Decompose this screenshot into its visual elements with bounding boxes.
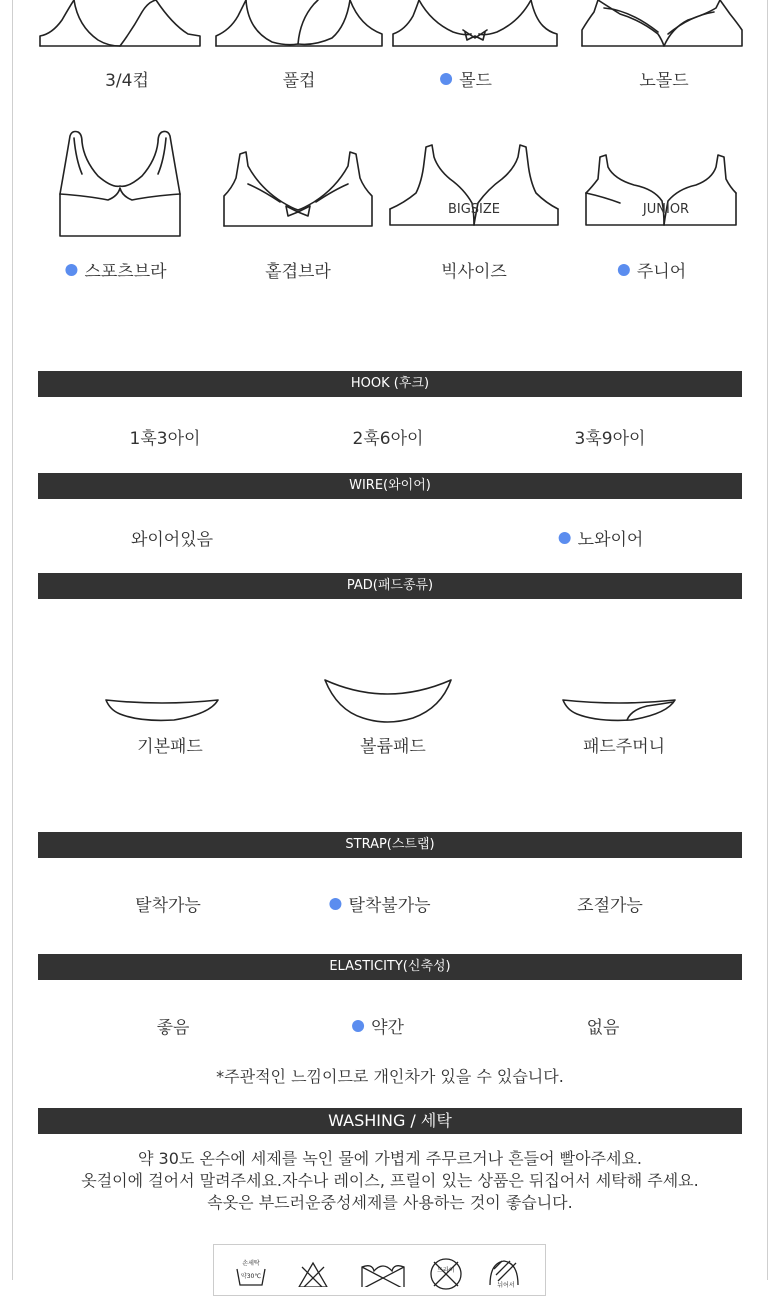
elasticity-section-header: ELASTICITY(신축성) bbox=[38, 954, 742, 980]
strap-option-non-detachable: 탈착불가능 bbox=[329, 891, 430, 916]
single-layer-bra-icon bbox=[222, 150, 374, 230]
wire-option-with-wire: 와이어있음 bbox=[130, 530, 214, 550]
cup-label-no-mold: 노몰드 bbox=[639, 71, 689, 91]
three-quarter-cup-bra-icon bbox=[38, 0, 202, 50]
care-symbols-box bbox=[213, 1244, 546, 1296]
no-mold-bra-icon bbox=[580, 0, 744, 50]
svg-text:BIGSIZE: BIGSIZE bbox=[447, 202, 501, 217]
strap-section-header: STRAP(스트랩) bbox=[38, 832, 742, 858]
selected-dot-icon bbox=[352, 1020, 364, 1032]
wire-option-no-wire: 노와이어 bbox=[559, 525, 644, 550]
pad-pocket-icon bbox=[561, 698, 677, 724]
sports-bra-icon bbox=[58, 130, 182, 240]
junior-bra-icon bbox=[584, 153, 738, 229]
cup-label-bigsize: 빅사이즈 bbox=[441, 262, 507, 282]
selected-dot-icon bbox=[618, 264, 630, 276]
selected-dot-icon bbox=[329, 898, 341, 910]
pad-label-basic: 기본패드 bbox=[137, 737, 203, 757]
hand-wash-icon bbox=[234, 1257, 268, 1287]
full-cup-bra-icon bbox=[214, 0, 384, 50]
svg-text:약30℃: 약30℃ bbox=[240, 1273, 262, 1280]
pad-section-header: PAD(패드종류) bbox=[38, 573, 742, 599]
cup-label-sports: 스포츠브라 bbox=[65, 257, 166, 282]
pad-label-volume: 볼륨패드 bbox=[360, 737, 426, 757]
cup-label-full: 풀컵 bbox=[282, 71, 316, 91]
pad-label-pocket: 패드주머니 bbox=[582, 737, 666, 757]
elasticity-option-good: 좋음 bbox=[156, 1018, 190, 1038]
shade-dry-icon bbox=[484, 1257, 524, 1293]
no-dry-clean-icon bbox=[428, 1257, 464, 1291]
selected-dot-icon bbox=[440, 73, 452, 85]
svg-text:드라이: 드라이 bbox=[437, 1267, 455, 1274]
washing-line-1: 약 30도 온수에 세제를 녹인 물에 가볍게 주무르거나 흔들어 빨아주세요. bbox=[138, 1149, 642, 1168]
svg-text:JUNIOR: JUNIOR bbox=[642, 202, 690, 217]
cup-label-molded: 몰드 bbox=[440, 66, 492, 91]
molded-bra-icon bbox=[391, 0, 559, 50]
elasticity-option-slight: 약간 bbox=[352, 1013, 404, 1038]
svg-text:뉘어서: 뉘어서 bbox=[497, 1282, 515, 1289]
cup-label-3-4: 3/4컵 bbox=[105, 71, 149, 91]
cup-label-junior: 주니어 bbox=[618, 257, 686, 282]
elasticity-option-none: 없음 bbox=[586, 1018, 620, 1038]
cup-label-single-layer: 홑겹브라 bbox=[265, 262, 331, 282]
volume-pad-icon bbox=[323, 678, 453, 724]
bigsize-bra-icon bbox=[388, 143, 560, 233]
svg-text:손세탁: 손세탁 bbox=[242, 1260, 260, 1267]
hook-section-header: HOOK (후크) bbox=[38, 371, 742, 397]
washing-line-3: 속옷은 부드러운중성세제를 사용하는 것이 좋습니다. bbox=[207, 1193, 573, 1212]
no-bleach-icon bbox=[296, 1259, 330, 1287]
no-tumble-dry-icon bbox=[358, 1261, 408, 1287]
hook-option-3: 3훅9아이 bbox=[574, 429, 646, 449]
washing-line-2: 옷걸이에 걸어서 말려주세요.자수나 레이스, 프릴이 있는 상품은 뒤집어서 세탁해 주세요. bbox=[81, 1171, 699, 1190]
subjective-note: *주관적인 느낌이므로 개인차가 있을 수 있습니다. bbox=[216, 1067, 564, 1086]
selected-dot-icon bbox=[65, 264, 77, 276]
hook-option-2: 2훅6아이 bbox=[352, 429, 424, 449]
washing-section-header: WASHING / 세탁 bbox=[38, 1108, 742, 1134]
wire-section-header: WIRE(와이어) bbox=[38, 473, 742, 499]
basic-pad-icon bbox=[104, 698, 220, 724]
strap-option-adjustable: 조절가능 bbox=[577, 896, 643, 916]
hook-option-1: 1훅3아이 bbox=[129, 429, 201, 449]
strap-option-detachable: 탈착가능 bbox=[135, 896, 201, 916]
selected-dot-icon bbox=[559, 532, 571, 544]
